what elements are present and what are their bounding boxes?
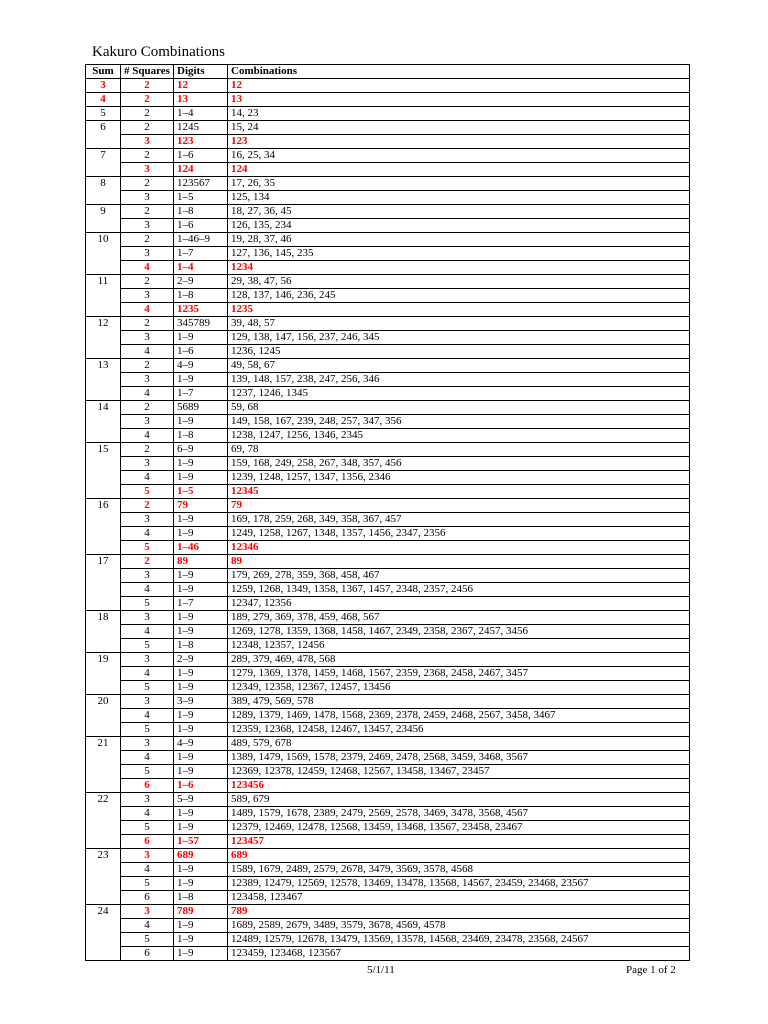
combinations-cell: 12369, 12378, 12459, 12468, 12567, 13458, 13467, 23457 xyxy=(228,765,690,779)
combinations-cell: 1289, 1379, 1469, 1478, 1568, 2369, 2378, 2459, 2468, 2567, 3458, 3467 xyxy=(228,709,690,723)
table-row xyxy=(86,821,690,835)
table-row xyxy=(86,695,690,709)
combinations-table xyxy=(85,64,690,961)
table-row xyxy=(86,317,690,331)
table-row xyxy=(86,233,690,247)
digits-cell: 1245 xyxy=(174,121,228,135)
combinations-cell: 49, 58, 67 xyxy=(228,359,690,373)
combinations-cell: 13 xyxy=(228,93,690,107)
sum-cell: 11 xyxy=(86,275,121,317)
digits-cell: 1–9 xyxy=(174,723,228,737)
table-row xyxy=(86,555,690,569)
squares-cell: 4 xyxy=(121,625,174,639)
combinations-cell: 1234 xyxy=(228,261,690,275)
combinations-cell: 289, 379, 469, 478, 568 xyxy=(228,653,690,667)
squares-cell: 4 xyxy=(121,303,174,317)
digits-cell: 1–8 xyxy=(174,639,228,653)
digits-cell: 1–4 xyxy=(174,107,228,121)
table-row xyxy=(86,471,690,485)
sum-cell: 16 xyxy=(86,499,121,555)
digits-cell: 1–57 xyxy=(174,835,228,849)
table-row xyxy=(86,639,690,653)
digits-cell: 1–4 xyxy=(174,261,228,275)
sum-cell: 24 xyxy=(86,905,121,961)
digits-cell: 1–9 xyxy=(174,709,228,723)
combinations-cell: 1269, 1278, 1359, 1368, 1458, 1467, 2349, 2358, 2367, 2457, 3456 xyxy=(228,625,690,639)
squares-cell: 3 xyxy=(121,191,174,205)
squares-cell: 4 xyxy=(121,863,174,877)
combinations-cell: 123457 xyxy=(228,835,690,849)
combinations-cell: 1389, 1479, 1569, 1578, 2379, 2469, 2478, 2568, 3459, 3468, 3567 xyxy=(228,751,690,765)
digits-cell: 1–9 xyxy=(174,821,228,835)
table-row xyxy=(86,919,690,933)
digits-cell: 1–9 xyxy=(174,569,228,583)
digits-cell: 79 xyxy=(174,499,228,513)
combinations-cell: 125, 134 xyxy=(228,191,690,205)
digits-cell: 789 xyxy=(174,905,228,919)
combinations-cell: 126, 135, 234 xyxy=(228,219,690,233)
digits-cell: 4–9 xyxy=(174,737,228,751)
combinations-cell: 12345 xyxy=(228,485,690,499)
combinations-cell: 149, 158, 167, 239, 248, 257, 347, 356 xyxy=(228,415,690,429)
header-sum: Sum xyxy=(86,65,121,79)
digits-cell: 2–9 xyxy=(174,653,228,667)
combinations-cell: 1259, 1268, 1349, 1358, 1367, 1457, 2348, 2357, 2456 xyxy=(228,583,690,597)
squares-cell: 2 xyxy=(121,121,174,135)
combinations-cell: 12349, 12358, 12367, 12457, 13456 xyxy=(228,681,690,695)
squares-cell: 2 xyxy=(121,499,174,513)
squares-cell: 3 xyxy=(121,849,174,863)
squares-cell: 3 xyxy=(121,513,174,527)
squares-cell: 2 xyxy=(121,177,174,191)
digits-cell: 1–9 xyxy=(174,947,228,961)
combinations-cell: 128, 137, 146, 236, 245 xyxy=(228,289,690,303)
table-row xyxy=(86,527,690,541)
digits-cell: 1–9 xyxy=(174,331,228,345)
sum-cell: 23 xyxy=(86,849,121,905)
digits-cell: 1–9 xyxy=(174,583,228,597)
table-row xyxy=(86,667,690,681)
digits-cell: 1–9 xyxy=(174,471,228,485)
table-row xyxy=(86,331,690,345)
digits-cell: 1–5 xyxy=(174,485,228,499)
table-row xyxy=(86,947,690,961)
combinations-cell: 15, 24 xyxy=(228,121,690,135)
squares-cell: 3 xyxy=(121,793,174,807)
table-row xyxy=(86,737,690,751)
combinations-cell: 159, 168, 249, 258, 267, 348, 357, 456 xyxy=(228,457,690,471)
sum-cell: 13 xyxy=(86,359,121,401)
squares-cell: 3 xyxy=(121,737,174,751)
squares-cell: 5 xyxy=(121,933,174,947)
squares-cell: 6 xyxy=(121,779,174,793)
table-row xyxy=(86,359,690,373)
table-row xyxy=(86,177,690,191)
digits-cell: 1–8 xyxy=(174,205,228,219)
digits-cell: 1–9 xyxy=(174,667,228,681)
combinations-cell: 123458, 123467 xyxy=(228,891,690,905)
table-row xyxy=(86,401,690,415)
combinations-cell: 1238, 1247, 1256, 1346, 2345 xyxy=(228,429,690,443)
digits-cell: 1235 xyxy=(174,303,228,317)
sum-cell: 12 xyxy=(86,317,121,359)
digits-cell: 1–9 xyxy=(174,681,228,695)
squares-cell: 2 xyxy=(121,275,174,289)
squares-cell: 4 xyxy=(121,807,174,821)
digits-cell: 1–6 xyxy=(174,219,228,233)
digits-cell: 1–9 xyxy=(174,513,228,527)
squares-cell: 3 xyxy=(121,247,174,261)
squares-cell: 2 xyxy=(121,443,174,457)
combinations-cell: 129, 138, 147, 156, 237, 246, 345 xyxy=(228,331,690,345)
table-row xyxy=(86,345,690,359)
digits-cell: 1–7 xyxy=(174,597,228,611)
squares-cell: 3 xyxy=(121,331,174,345)
squares-cell: 4 xyxy=(121,345,174,359)
digits-cell: 5689 xyxy=(174,401,228,415)
squares-cell: 4 xyxy=(121,709,174,723)
squares-cell: 2 xyxy=(121,107,174,121)
digits-cell: 1–7 xyxy=(174,387,228,401)
combinations-cell: 12359, 12368, 12458, 12467, 13457, 23456 xyxy=(228,723,690,737)
combinations-cell: 12389, 12479, 12569, 12578, 13469, 13478, 13568, 14567, 23459, 23468, 23567 xyxy=(228,877,690,891)
combinations-cell: 59, 68 xyxy=(228,401,690,415)
digits-cell: 1–9 xyxy=(174,625,228,639)
digits-cell: 1–6 xyxy=(174,779,228,793)
squares-cell: 4 xyxy=(121,261,174,275)
header-digits: Digits xyxy=(174,65,228,79)
sum-cell: 20 xyxy=(86,695,121,737)
combinations-cell: 19, 28, 37, 46 xyxy=(228,233,690,247)
combinations-cell: 179, 269, 278, 359, 368, 458, 467 xyxy=(228,569,690,583)
digits-cell: 2–9 xyxy=(174,275,228,289)
table-row xyxy=(86,863,690,877)
squares-cell: 2 xyxy=(121,359,174,373)
squares-cell: 6 xyxy=(121,947,174,961)
table-row xyxy=(86,499,690,513)
squares-cell: 4 xyxy=(121,387,174,401)
table-row xyxy=(86,247,690,261)
sum-cell: 15 xyxy=(86,443,121,499)
digits-cell: 1–8 xyxy=(174,429,228,443)
squares-cell: 3 xyxy=(121,163,174,177)
header-squares: # Squares xyxy=(121,65,174,79)
table-row xyxy=(86,779,690,793)
table-row xyxy=(86,261,690,275)
combinations-cell: 16, 25, 34 xyxy=(228,149,690,163)
table-header-row xyxy=(86,65,690,79)
squares-cell: 5 xyxy=(121,541,174,555)
sum-cell: 18 xyxy=(86,611,121,653)
table-row xyxy=(86,457,690,471)
combinations-cell: 123 xyxy=(228,135,690,149)
combinations-cell: 12347, 12356 xyxy=(228,597,690,611)
digits-cell: 89 xyxy=(174,555,228,569)
squares-cell: 4 xyxy=(121,471,174,485)
combinations-cell: 1237, 1246, 1345 xyxy=(228,387,690,401)
table-row xyxy=(86,373,690,387)
squares-cell: 3 xyxy=(121,611,174,625)
combinations-cell: 139, 148, 157, 238, 247, 256, 346 xyxy=(228,373,690,387)
combinations-cell: 14, 23 xyxy=(228,107,690,121)
sum-cell: 3 xyxy=(86,79,121,93)
squares-cell: 5 xyxy=(121,821,174,835)
digits-cell: 1–9 xyxy=(174,933,228,947)
combinations-cell: 123459, 123468, 123567 xyxy=(228,947,690,961)
table-row xyxy=(86,597,690,611)
footer-date: 5/1/11 xyxy=(367,964,395,976)
digits-cell: 1–9 xyxy=(174,611,228,625)
combinations-cell: 789 xyxy=(228,905,690,919)
sum-cell: 7 xyxy=(86,149,121,177)
squares-cell: 5 xyxy=(121,877,174,891)
squares-cell: 5 xyxy=(121,597,174,611)
digits-cell: 1–9 xyxy=(174,877,228,891)
combinations-cell: 1589, 1679, 2489, 2579, 2678, 3479, 3569, 3578, 4568 xyxy=(228,863,690,877)
table-row xyxy=(86,625,690,639)
table-row xyxy=(86,751,690,765)
squares-cell: 3 xyxy=(121,653,174,667)
table-row xyxy=(86,723,690,737)
combinations-cell: 1239, 1248, 1257, 1347, 1356, 2346 xyxy=(228,471,690,485)
combinations-cell: 12348, 12357, 12456 xyxy=(228,639,690,653)
sum-cell: 21 xyxy=(86,737,121,793)
digits-cell: 123567 xyxy=(174,177,228,191)
combinations-cell: 18, 27, 36, 45 xyxy=(228,205,690,219)
squares-cell: 6 xyxy=(121,835,174,849)
combinations-cell: 689 xyxy=(228,849,690,863)
sum-cell: 6 xyxy=(86,121,121,149)
squares-cell: 2 xyxy=(121,79,174,93)
combinations-cell: 489, 579, 678 xyxy=(228,737,690,751)
sum-cell: 17 xyxy=(86,555,121,611)
digits-cell: 3–9 xyxy=(174,695,228,709)
squares-cell: 4 xyxy=(121,667,174,681)
squares-cell: 3 xyxy=(121,289,174,303)
table-row xyxy=(86,93,690,107)
digits-cell: 345789 xyxy=(174,317,228,331)
combinations-cell: 1235 xyxy=(228,303,690,317)
table-row xyxy=(86,163,690,177)
squares-cell: 3 xyxy=(121,569,174,583)
sum-cell: 14 xyxy=(86,401,121,443)
squares-cell: 4 xyxy=(121,919,174,933)
table-row xyxy=(86,933,690,947)
sum-cell: 9 xyxy=(86,205,121,233)
table-row xyxy=(86,303,690,317)
squares-cell: 2 xyxy=(121,555,174,569)
digits-cell: 1–8 xyxy=(174,891,228,905)
squares-cell: 5 xyxy=(121,639,174,653)
digits-cell: 1–46 xyxy=(174,541,228,555)
table-row xyxy=(86,807,690,821)
combinations-cell: 69, 78 xyxy=(228,443,690,457)
table-row xyxy=(86,149,690,163)
table-row xyxy=(86,289,690,303)
digits-cell: 1–9 xyxy=(174,527,228,541)
digits-cell: 689 xyxy=(174,849,228,863)
digits-cell: 1–6 xyxy=(174,149,228,163)
table-row xyxy=(86,765,690,779)
table-row xyxy=(86,443,690,457)
digits-cell: 1–8 xyxy=(174,289,228,303)
digits-cell: 1–5 xyxy=(174,191,228,205)
combinations-cell: 189, 279, 369, 378, 459, 468, 567 xyxy=(228,611,690,625)
table-row xyxy=(86,121,690,135)
table-row xyxy=(86,541,690,555)
combinations-cell: 79 xyxy=(228,499,690,513)
sum-cell: 19 xyxy=(86,653,121,695)
table-row xyxy=(86,429,690,443)
digits-cell: 6–9 xyxy=(174,443,228,457)
digits-cell: 1–46–9 xyxy=(174,233,228,247)
digits-cell: 124 xyxy=(174,163,228,177)
table-row xyxy=(86,835,690,849)
combinations-cell: 12379, 12469, 12478, 12568, 13459, 13468, 13567, 23458, 23467 xyxy=(228,821,690,835)
sum-cell: 4 xyxy=(86,93,121,107)
squares-cell: 3 xyxy=(121,457,174,471)
table-row xyxy=(86,485,690,499)
table-row xyxy=(86,653,690,667)
combinations-cell: 389, 479, 569, 578 xyxy=(228,695,690,709)
table-row xyxy=(86,681,690,695)
table-row xyxy=(86,849,690,863)
sum-cell: 5 xyxy=(86,107,121,121)
squares-cell: 2 xyxy=(121,317,174,331)
table-row xyxy=(86,569,690,583)
digits-cell: 1–9 xyxy=(174,751,228,765)
squares-cell: 3 xyxy=(121,219,174,233)
combinations-cell: 12489, 12579, 12678, 13479, 13569, 13578, 14568, 23469, 23478, 23568, 24567 xyxy=(228,933,690,947)
squares-cell: 3 xyxy=(121,695,174,709)
header-combinations: Combinations xyxy=(228,65,690,79)
squares-cell: 3 xyxy=(121,135,174,149)
squares-cell: 4 xyxy=(121,429,174,443)
digits-cell: 1–9 xyxy=(174,373,228,387)
digits-cell: 1–9 xyxy=(174,863,228,877)
table-row xyxy=(86,793,690,807)
combinations-cell: 29, 38, 47, 56 xyxy=(228,275,690,289)
combinations-cell: 1689, 2589, 2679, 3489, 3579, 3678, 4569, 4578 xyxy=(228,919,690,933)
squares-cell: 2 xyxy=(121,401,174,415)
digits-cell: 4–9 xyxy=(174,359,228,373)
digits-cell: 1–9 xyxy=(174,415,228,429)
digits-cell: 12 xyxy=(174,79,228,93)
squares-cell: 5 xyxy=(121,723,174,737)
combinations-cell: 1279, 1369, 1378, 1459, 1468, 1567, 2359, 2368, 2458, 2467, 3457 xyxy=(228,667,690,681)
combinations-cell: 1249, 1258, 1267, 1348, 1357, 1456, 2347, 2356 xyxy=(228,527,690,541)
digits-cell: 1–9 xyxy=(174,457,228,471)
combinations-cell: 127, 136, 145, 235 xyxy=(228,247,690,261)
digits-cell: 5–9 xyxy=(174,793,228,807)
combinations-cell: 17, 26, 35 xyxy=(228,177,690,191)
table-row xyxy=(86,611,690,625)
document-title: Kakuro Combinations xyxy=(92,44,225,60)
table-row xyxy=(86,891,690,905)
table-row xyxy=(86,513,690,527)
squares-cell: 5 xyxy=(121,485,174,499)
squares-cell: 4 xyxy=(121,751,174,765)
table-row xyxy=(86,415,690,429)
combinations-cell: 1236, 1245 xyxy=(228,345,690,359)
squares-cell: 3 xyxy=(121,415,174,429)
combinations-cell: 123456 xyxy=(228,779,690,793)
digits-cell: 13 xyxy=(174,93,228,107)
combinations-cell: 124 xyxy=(228,163,690,177)
squares-cell: 2 xyxy=(121,149,174,163)
sum-cell: 22 xyxy=(86,793,121,849)
table-row xyxy=(86,387,690,401)
digits-cell: 1–9 xyxy=(174,765,228,779)
squares-cell: 4 xyxy=(121,527,174,541)
digits-cell: 1–7 xyxy=(174,247,228,261)
squares-cell: 3 xyxy=(121,373,174,387)
digits-cell: 1–9 xyxy=(174,919,228,933)
table-row xyxy=(86,709,690,723)
table-row xyxy=(86,877,690,891)
footer-page-number: Page 1 of 2 xyxy=(626,964,676,976)
digits-cell: 1–9 xyxy=(174,807,228,821)
sum-cell: 8 xyxy=(86,177,121,205)
sum-cell: 10 xyxy=(86,233,121,275)
table-row xyxy=(86,219,690,233)
squares-cell: 2 xyxy=(121,233,174,247)
combinations-cell: 1489, 1579, 1678, 2389, 2479, 2569, 2578, 3469, 3478, 3568, 4567 xyxy=(228,807,690,821)
table-row xyxy=(86,107,690,121)
table-row xyxy=(86,583,690,597)
table-row xyxy=(86,205,690,219)
digits-cell: 1–6 xyxy=(174,345,228,359)
squares-cell: 6 xyxy=(121,891,174,905)
combinations-cell: 89 xyxy=(228,555,690,569)
combinations-cell: 589, 679 xyxy=(228,793,690,807)
table-body xyxy=(86,79,690,961)
table-row xyxy=(86,79,690,93)
combinations-cell: 169, 178, 259, 268, 349, 358, 367, 457 xyxy=(228,513,690,527)
combinations-cell: 12346 xyxy=(228,541,690,555)
squares-cell: 2 xyxy=(121,205,174,219)
table-row xyxy=(86,905,690,919)
squares-cell: 5 xyxy=(121,681,174,695)
squares-cell: 4 xyxy=(121,583,174,597)
digits-cell: 123 xyxy=(174,135,228,149)
squares-cell: 5 xyxy=(121,765,174,779)
combinations-cell: 12 xyxy=(228,79,690,93)
squares-cell: 3 xyxy=(121,905,174,919)
combinations-cell: 39, 48, 57 xyxy=(228,317,690,331)
table-row xyxy=(86,191,690,205)
table-row xyxy=(86,135,690,149)
squares-cell: 2 xyxy=(121,93,174,107)
table-row xyxy=(86,275,690,289)
